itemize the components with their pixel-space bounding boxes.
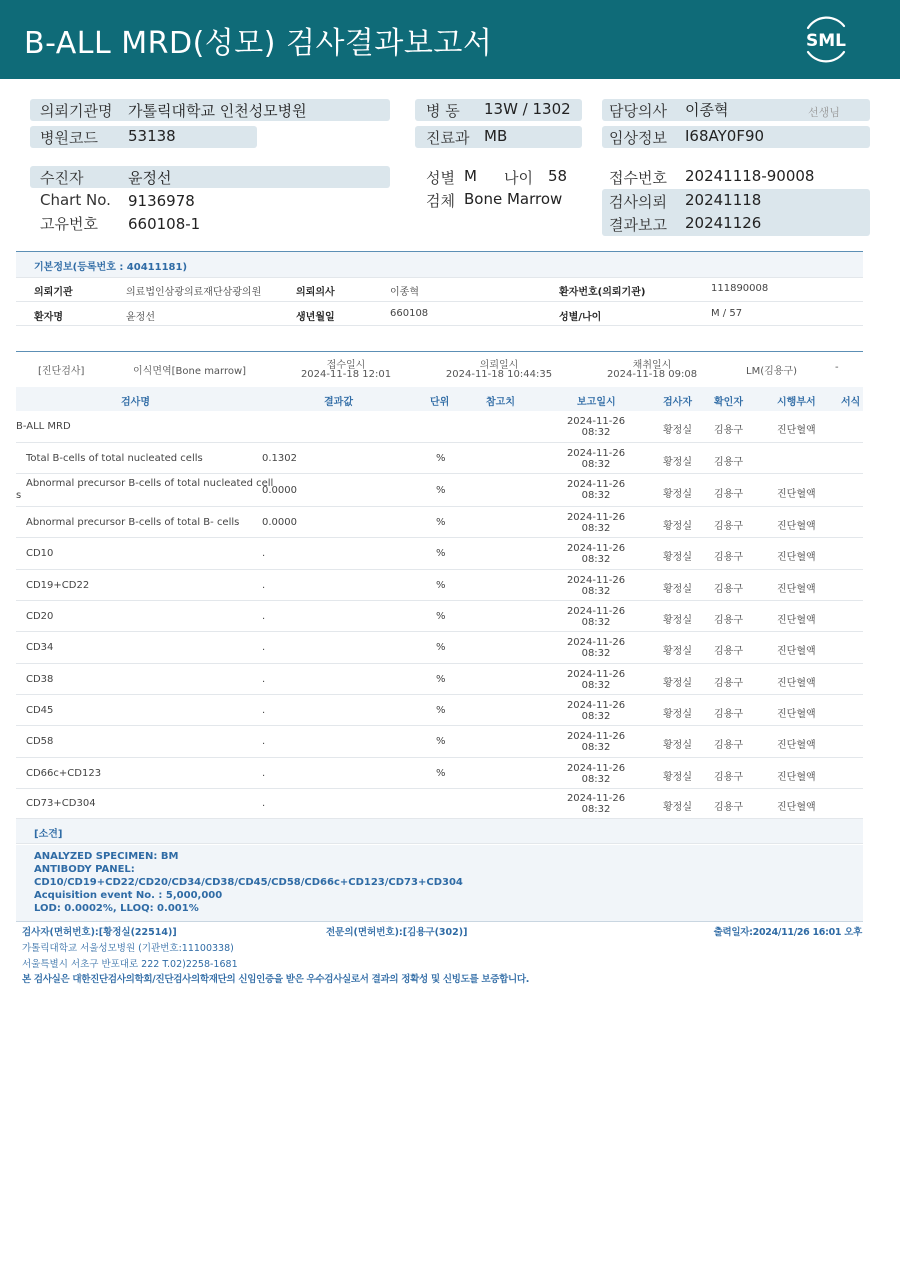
table-row <box>16 601 863 632</box>
row-report-date: 2024-11-26 08:32 <box>566 700 626 722</box>
row-confirmer: 김용구 <box>714 615 743 626</box>
doctor-label: 담당의사 <box>609 102 667 120</box>
footer-specialist: 전문의(면허번호):[김용구(302)] <box>326 927 468 938</box>
table-row <box>16 474 863 507</box>
row-tester: 황정실 <box>663 521 692 532</box>
col-name: 검사명 <box>121 397 150 408</box>
row-result: 0.0000 <box>262 485 297 496</box>
exam-recv-value: 2024-11-18 12:01 <box>300 369 392 380</box>
row-dept: 진단혈액 <box>777 615 816 626</box>
exam-lm: LM(김용구) <box>746 366 797 377</box>
row-dept: 진단혈액 <box>777 709 816 720</box>
row-confirmer: 김용구 <box>714 489 743 500</box>
row-report-date: 2024-11-26 08:32 <box>566 479 626 501</box>
exam-coll-label: 채취일시 <box>632 360 672 371</box>
row-tester: 황정실 <box>663 489 692 500</box>
patient-value: 윤정선 <box>128 169 172 187</box>
result-label: 결과보고 <box>609 216 667 234</box>
clinical-label: 임상정보 <box>609 129 667 147</box>
patient-label: 수진자 <box>40 169 84 187</box>
row-unit: % <box>436 768 446 779</box>
basic-name-label: 환자명 <box>34 312 63 323</box>
row-test-name: CD58 <box>26 736 54 747</box>
row-report-date: 2024-11-26 08:32 <box>566 669 626 691</box>
row-tester: 황정실 <box>663 678 692 689</box>
row-unit: % <box>436 548 446 559</box>
row-result: . <box>262 736 266 747</box>
table-row <box>16 664 863 695</box>
exam-recv-label: 접수일시 <box>326 360 366 371</box>
row-tester: 황정실 <box>663 552 692 563</box>
hospital-code-label: 병원코드 <box>40 129 98 147</box>
footer-tester: 검사자(면허번호):[황정실(22514)] <box>22 927 177 938</box>
col-result: 결과값 <box>324 397 353 408</box>
footer-hospital: 가톨릭대학교 서울성모병원 (기관번호:11100338) <box>22 943 234 954</box>
chart-label: Chart No. <box>40 191 111 209</box>
footer-notice: 본 검사실은 대한진단검사의학회/진단검사의학재단의 신임인증을 받은 우수검사실로서 결과의 정확성 및 신빙도를 보증합니다. <box>22 974 530 985</box>
basic-org-label: 의뢰기관 <box>34 287 73 298</box>
row-confirmer: 김용구 <box>714 521 743 532</box>
row-tester: 황정실 <box>663 772 692 783</box>
result-value: 20241126 <box>685 214 762 232</box>
row-dept: 진단혈액 <box>777 489 816 500</box>
basic-rule-3 <box>16 325 863 326</box>
table-row <box>16 758 863 789</box>
sex-value: M <box>464 167 477 185</box>
row-result: . <box>262 580 266 591</box>
row-test-name: CD45 <box>26 705 54 716</box>
row-report-date: 2024-11-26 08:32 <box>566 763 626 785</box>
row-unit: % <box>436 674 446 685</box>
test-req-label: 검사의뢰 <box>609 193 667 211</box>
basic-dob-label: 생년월일 <box>296 312 335 323</box>
row-unit: % <box>436 705 446 716</box>
row-test-name: Abnormal precursor B-cells of total nucleated cell <box>26 478 274 489</box>
row-test-name: B-ALL MRD <box>16 421 71 432</box>
row-report-date: 2024-11-26 08:32 <box>566 543 626 565</box>
row-confirmer: 김용구 <box>714 709 743 720</box>
basic-rule-1 <box>16 277 863 278</box>
chart-value: 9136978 <box>128 192 195 210</box>
ward-value: 13W / 1302 <box>484 100 571 118</box>
row-report-date: 2024-11-26 08:32 <box>566 448 626 470</box>
sml-logo <box>798 12 854 66</box>
row-report-date: 2024-11-26 08:32 <box>566 637 626 659</box>
table-row <box>16 695 863 726</box>
opinion-header <box>16 819 863 844</box>
table-row <box>16 726 863 758</box>
clinical-value: I68AY0F90 <box>685 127 765 145</box>
dept-label: 진료과 <box>426 129 470 147</box>
row-test-name: CD66c+CD123 <box>26 768 102 779</box>
opinion-title: [소견] <box>34 829 63 840</box>
doctor-value: 이종혁 <box>685 101 729 119</box>
row-unit: % <box>436 517 446 528</box>
footer-printed: 출력일자:2024/11/26 16:01 오후 <box>713 927 862 938</box>
opinion-bottom-rule <box>16 921 863 922</box>
row-unit: % <box>436 485 446 496</box>
col-ref: 참고치 <box>486 397 515 408</box>
basic-dob-value: 660108 <box>390 308 429 319</box>
row-test-name: Abnormal precursor B-cells of total B- cells <box>26 517 240 528</box>
row-report-date: 2024-11-26 08:32 <box>566 575 626 597</box>
row-confirmer: 김용구 <box>714 678 743 689</box>
row-dept: 진단혈액 <box>777 802 816 813</box>
row-report-date: 2024-11-26 08:32 <box>566 793 626 815</box>
basic-name-value: 윤정선 <box>126 312 155 323</box>
specimen-value: Bone Marrow <box>464 190 563 208</box>
row-dept: 진단혈액 <box>777 552 816 563</box>
exam-dash: - <box>835 362 839 373</box>
age-label: 나이 <box>504 169 533 187</box>
row-confirmer: 김용구 <box>714 552 743 563</box>
receipt-value: 20241118-90008 <box>685 167 815 185</box>
receipt-label: 접수번호 <box>609 169 667 187</box>
opinion-line: CD10/CD19+CD22/CD20/CD34/CD38/CD45/CD58/CD66c+CD123/CD73+CD304 <box>34 877 463 888</box>
row-dept: 진단혈액 <box>777 521 816 532</box>
table-row <box>16 632 863 664</box>
col-confirmer: 확인자 <box>714 397 743 408</box>
basic-sexage-label: 성별/나이 <box>559 312 602 323</box>
row-test-name: CD73+CD304 <box>26 798 96 809</box>
age-value: 58 <box>548 167 568 185</box>
basic-org-value: 의료법인삼광의료재단삼광의원 <box>126 287 262 298</box>
table-row <box>16 443 863 474</box>
request-org-value: 가톨릭대학교 인천성모병원 <box>128 102 307 120</box>
row-tester: 황정실 <box>663 615 692 626</box>
row-tester: 황정실 <box>663 646 692 657</box>
report-title: B-ALL MRD(성모) 검사결과보고서 <box>24 26 493 61</box>
specimen-label: 검체 <box>426 192 455 210</box>
opinion-line: LOD: 0.0002%, LLOQ: 0.001% <box>34 903 199 914</box>
row-result: . <box>262 611 266 622</box>
row-unit: % <box>436 642 446 653</box>
basic-pt-no-label: 환자번호(의뢰기관) <box>559 287 646 298</box>
row-tester: 황정실 <box>663 584 692 595</box>
row-test-name: CD10 <box>26 548 54 559</box>
row-dept: 진단혈액 <box>777 772 816 783</box>
row-dept: 진단혈액 <box>777 740 816 751</box>
row-result: . <box>262 548 266 559</box>
opinion-line: Acquisition event No. : 5,000,000 <box>34 890 223 901</box>
unique-value: 660108-1 <box>128 215 201 233</box>
col-report: 보고일시 <box>577 397 616 408</box>
exam-req-value: 2024-11-18 10:44:35 <box>445 369 553 380</box>
table-row <box>16 538 863 570</box>
row-report-date: 2024-11-26 08:32 <box>566 512 626 534</box>
row-dept: 진단혈액 <box>777 646 816 657</box>
row-test-name: CD19+CD22 <box>26 580 90 591</box>
row-tester: 황정실 <box>663 740 692 751</box>
exam-specimen: 이식면역[Bone marrow] <box>133 366 247 377</box>
row-test-name: CD34 <box>26 642 54 653</box>
row-tester: 황정실 <box>663 709 692 720</box>
col-tester: 검사자 <box>663 397 692 408</box>
report-header <box>0 0 900 79</box>
exam-coll-value: 2024-11-18 09:08 <box>606 369 698 380</box>
row-confirmer: 김용구 <box>714 772 743 783</box>
row-tester: 황정실 <box>663 457 692 468</box>
exam-req-label: 의뢰일시 <box>479 360 519 371</box>
exam-top-rule <box>16 351 863 352</box>
row-dept: 진단혈액 <box>777 584 816 595</box>
col-dept: 시행부서 <box>777 397 816 408</box>
row-tester: 황정실 <box>663 802 692 813</box>
row-confirmer: 김용구 <box>714 584 743 595</box>
row-confirmer: 김용구 <box>714 802 743 813</box>
footer-address: 서울특별시 서초구 반포대로 222 T.02)2258-1681 <box>22 959 238 970</box>
col-form: 서식 <box>841 397 861 408</box>
row-result: . <box>262 798 266 809</box>
row-result: . <box>262 705 266 716</box>
row-report-date: 2024-11-26 08:32 <box>566 606 626 628</box>
row-test-name-wrap: s <box>16 490 22 501</box>
row-unit: % <box>436 611 446 622</box>
row-result: . <box>262 674 266 685</box>
row-report-date: 2024-11-26 08:32 <box>566 731 626 753</box>
row-result: 0.0000 <box>262 517 297 528</box>
row-tester: 황정실 <box>663 425 692 436</box>
doctor-suffix: 선생님 <box>808 106 840 119</box>
row-dept: 진단혈액 <box>777 425 816 436</box>
basic-pt-no-value: 111890008 <box>711 283 769 294</box>
ward-label: 병 동 <box>426 102 460 120</box>
basic-sexage-value: M / 57 <box>711 308 743 319</box>
hospital-code-value: 53138 <box>128 127 176 145</box>
row-result: . <box>262 642 266 653</box>
row-dept: 진단혈액 <box>777 678 816 689</box>
exam-type: [진단검사] <box>38 366 85 377</box>
table-row <box>16 411 863 443</box>
opinion-line: ANALYZED SPECIMEN: BM <box>34 851 179 862</box>
row-confirmer: 김용구 <box>714 646 743 657</box>
table-row <box>16 789 863 819</box>
row-test-name: CD38 <box>26 674 54 685</box>
test-req-value: 20241118 <box>685 191 762 209</box>
unique-label: 고유번호 <box>40 215 98 233</box>
table-row <box>16 507 863 538</box>
row-test-name: CD20 <box>26 611 54 622</box>
table-row <box>16 570 863 601</box>
row-unit: % <box>436 453 446 464</box>
basic-info-title: 기본정보(등록번호 : 40411181) <box>34 262 188 273</box>
basic-rule-2 <box>16 301 863 302</box>
request-org-label: 의뢰기관명 <box>40 102 113 120</box>
row-result: . <box>262 768 266 779</box>
opinion-line: ANTIBODY PANEL: <box>34 864 135 875</box>
svg-text:SML: SML <box>806 31 846 51</box>
row-confirmer: 김용구 <box>714 425 743 436</box>
row-test-name: Total B-cells of total nucleated cells <box>26 453 203 464</box>
row-confirmer: 김용구 <box>714 740 743 751</box>
row-unit: % <box>436 580 446 591</box>
basic-req-doc-label: 의뢰의사 <box>296 287 335 298</box>
dept-value: MB <box>484 127 508 145</box>
row-unit: % <box>436 736 446 747</box>
row-confirmer: 김용구 <box>714 457 743 468</box>
col-unit: 단위 <box>430 397 450 408</box>
row-report-date: 2024-11-26 08:32 <box>566 416 626 438</box>
basic-info-header <box>16 252 863 277</box>
basic-req-doc-value: 이종혁 <box>390 287 419 298</box>
row-result: 0.1302 <box>262 453 297 464</box>
patient-box <box>30 166 390 188</box>
sex-label: 성별 <box>426 169 455 187</box>
